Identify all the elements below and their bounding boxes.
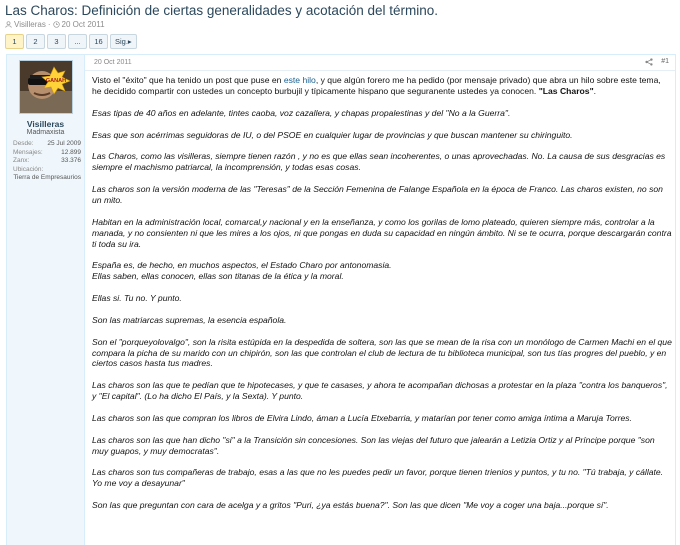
- stat-row: [13, 157, 81, 166]
- page-link[interactable]: 3: [47, 34, 66, 49]
- location-value: Tierra de Empresaurios: [13, 174, 81, 181]
- user-icon: [5, 21, 12, 28]
- page-link[interactable]: 2: [26, 34, 45, 49]
- thread-meta: [5, 20, 105, 29]
- post-paragraph: Ellas si. Tu no. Y punto.: [92, 293, 182, 304]
- clock-icon: [53, 21, 60, 28]
- post-paragraph: Son las que preguntan con cara de acelga y a gritos "Puri, ¿ya estás buena?". Son las que dicen "Me voy a coger una baja...porque sí".: [92, 500, 609, 511]
- thread-title: Las Charos: Definición de ciertas generalidades y acotación del término.: [5, 3, 438, 18]
- user-stats: [13, 140, 81, 166]
- post-paragraph: España es, de hecho, en muchos aspectos, el Estado Charo por antonomasia. Ellas saben, ellas conocen, ellas son titanas de la ética y la moral.: [92, 260, 392, 282]
- paragraph-list: [92, 108, 672, 511]
- post-paragraph: Las Charos, como las visilleras, siempre tienen razón , y no es que ellas sean incoherentes, o unas aprovechadas. No. La causa de sus desgracias es siempre el machismo patriarcal, la incomprensión, y todas esas cosas.: [92, 151, 666, 173]
- user-info-panel: [7, 55, 85, 545]
- intro-text: , y que algún forero me ha pedido (por mensaje privado) que abra un hilo sobre este tema, he decidido compartir con ustedes un concepto burbujil y típicamente hispano que seguranente ustedes ya conocen.: [92, 75, 661, 96]
- user-title: Madmaxista: [26, 129, 65, 136]
- share-icon[interactable]: [645, 58, 653, 66]
- post-number[interactable]: #1: [661, 58, 669, 65]
- user-name[interactable]: Visilleras: [26, 119, 65, 129]
- post-paragraph: Las charos son las que compran los libros de Elvira Lindo, áman a Lucía Etxebarria, y matarían por tener como amiga íntima a Maruja Torres.: [92, 412, 632, 423]
- post-paragraph: Son las matriarcas supremas, la esencia española.: [92, 314, 287, 325]
- avatar-image: [20, 61, 72, 113]
- post-paragraph: Esas tipas de 40 años en adelante, tintes caoba, voz cazallera, y chapas propalestinas y del "No a la Guerra".: [92, 107, 511, 118]
- stat-value[interactable]: 12.899: [61, 148, 81, 156]
- avatar-badge-text: GANAH: [45, 78, 67, 84]
- stat-value: 25 Jul 2009: [47, 140, 81, 147]
- thread-author[interactable]: Visilleras: [14, 20, 46, 29]
- post: [6, 54, 676, 545]
- page-link[interactable]: 16: [89, 34, 108, 49]
- stat-value: 33.376: [61, 157, 81, 164]
- thread-date: 20 Oct 2011: [61, 20, 105, 29]
- post-paragraph: Esas que son acérrimas seguidoras de IU, o del PSOE en cualquier lugar de provincias y que buscan mantener su chiringuito.: [92, 129, 573, 140]
- stat-row: [13, 149, 81, 158]
- thread-link[interactable]: este hilo: [283, 75, 316, 85]
- page-ellipsis[interactable]: ...: [68, 34, 87, 49]
- stat-label: Zanx:: [13, 157, 30, 164]
- avatar[interactable]: [19, 60, 73, 114]
- post-date[interactable]: 20 Oct 2011: [94, 59, 132, 66]
- page-link[interactable]: 1: [5, 34, 24, 49]
- location-label: Ubicación:: [13, 166, 44, 173]
- meta-separator: ·: [47, 20, 51, 29]
- stat-row: [13, 140, 81, 149]
- stat-label: Desde:: [13, 140, 34, 147]
- pagination: [5, 34, 137, 49]
- post-paragraph: Son el "porqueyolovalgo", son la risita estúpida en la despedida de soltera, son las que se mean de la risa con un monólogo de Carmen Machi en el que compara la picha de su marido con un chipirón, son las que controlan el club de lectura de tu biblioteca municipal, son tus tías progres del pueblo, y en ciertos casos hasta tus madres.: [92, 336, 672, 369]
- post-paragraph: Las charos son la versión moderna de las "Teresas" de la Sección Femenina de Falange Española en la época de Franco. Las charos existen, no son un mito.: [92, 184, 663, 205]
- intro-text: .: [593, 85, 597, 96]
- message-body: [92, 75, 672, 522]
- post-paragraph: Las charos son las que te pedían que te hipotecases, y que te casases, y ahora te acompañan dichosas a protestar en la plaza "contra los banqueros", y "El capital". (Lo ha dicho El País, y la Sexta). Y punto.: [92, 380, 668, 402]
- intro-paragraph: [92, 75, 672, 97]
- next-page-button[interactable]: Sig.▸: [110, 34, 137, 49]
- post-paragraph: Las charos son tus compañeras de trabajo, esas a las que no les puedes pedir un favor, porque tienen trienios y puntos, y tu no. "Tú trabaja, y cállate. Yo me voy a desayunar": [92, 467, 664, 489]
- intro-text: Visto el "éxito" que ha tenido un post que puse en: [92, 75, 284, 85]
- post-paragraph: Las charos son las que han dicho "si" a la Transición sin concesiones. Son las viejas del futuro que jalearán a Letizia Ortiz y al Príncipe porque "son muy guapos, y muy democratas".: [92, 434, 655, 456]
- intro-bold: "Las Charos": [538, 85, 594, 96]
- post-paragraph: Habitan en la administración local, comarcal,y nacional y en la enseñanza, y como los gorilas de lomo plateado, quieren siempre más, controlar a la manada, y no consienten ni que les mires a los ojos, ni que pongas en duda su capacidad en ningún ámbito. Ni se te ocurra, porque descargarán contra ti toda su ira.: [92, 216, 672, 249]
- message-header: [85, 55, 675, 71]
- stat-label: Mensajes:: [13, 148, 43, 156]
